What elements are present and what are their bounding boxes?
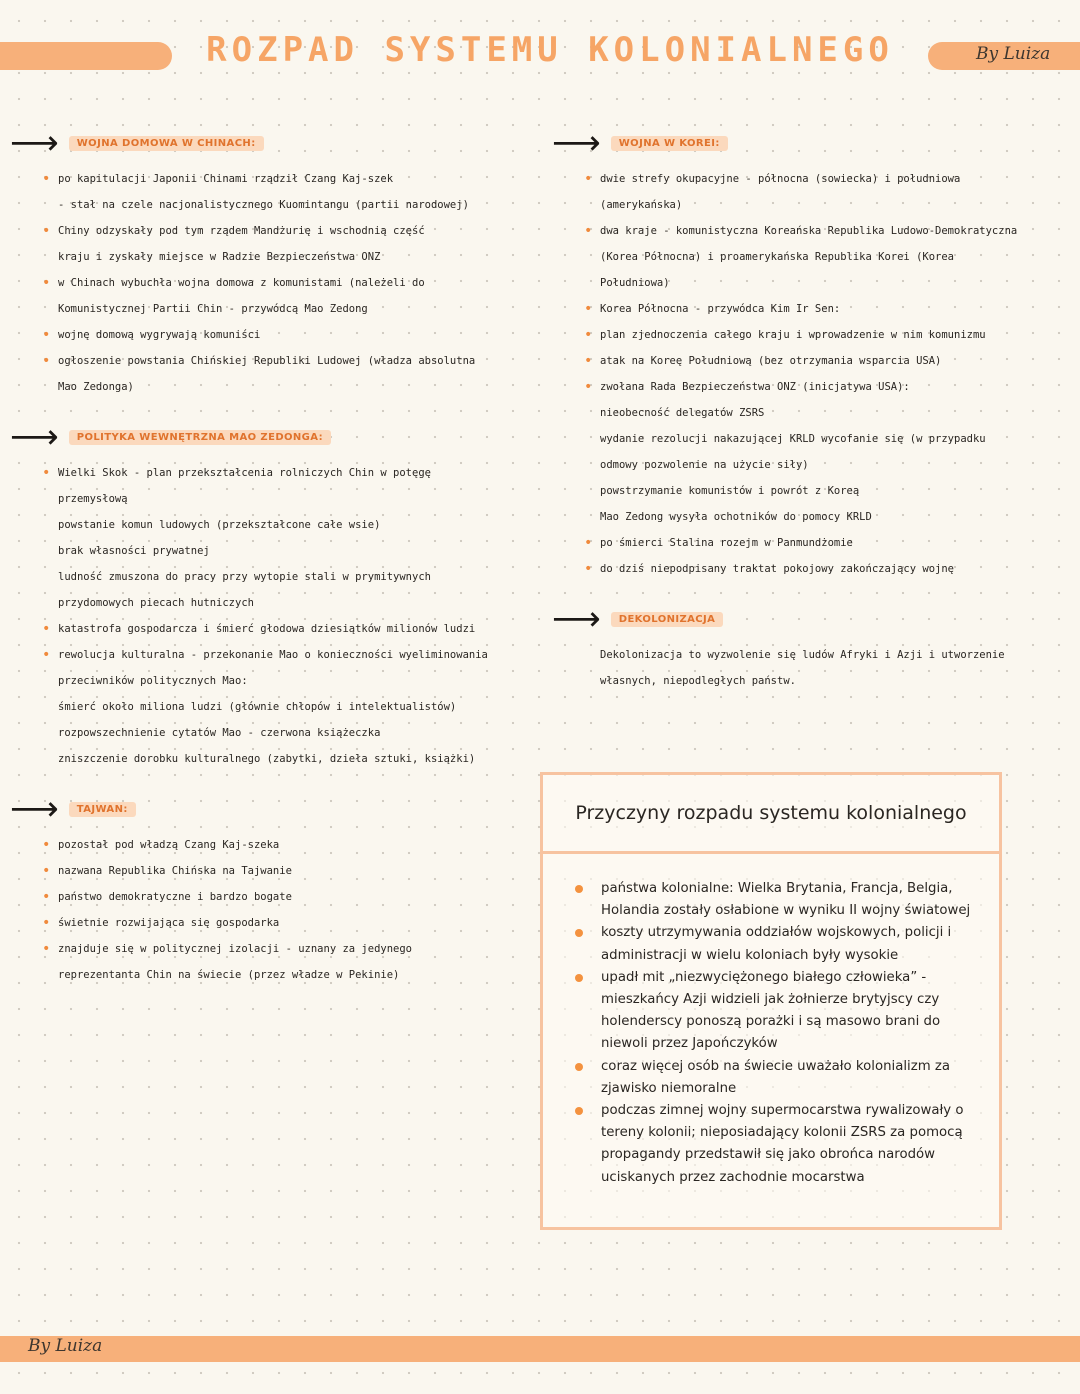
note-line: • Wielki Skok - plan przekształcenia rolniczych Chin w potęgę [58,460,520,486]
cause-item: upadł mit „niezwyciężonego białego człowieka” - mieszkańcy Azji widzieli jak żołnierze brytyjscy czy holenderscy ponoszą porażki i są masowo brani do niewoli przez Japończyków [601,967,979,1056]
section-heading: TAJWAN: [69,802,136,817]
notes-list [10,166,520,400]
note-line: przydomowych piecach hutniczych [58,597,254,609]
note-line: • w Chinach wybuchła wojna domowa z komunistami (należeli do [58,270,520,296]
note-line: brak własności prywatnej [58,545,210,557]
author-signature-bottom: By Luiza [28,1336,103,1356]
section-korean-war [552,123,1072,582]
note-line: wydanie rezolucji nakazującej KRLD wycofanie się (w przypadku [600,433,986,445]
note-line: • pozostał pod władzą Czang Kaj-szeka [58,832,520,858]
note-line: • do dziś niepodpisany traktat pokojowy zakończający wojnę [600,556,1072,582]
section-heading: DEKOLONIZACJA [611,612,724,627]
note-line: • Korea Północna - przywódca Kim Ir Sen: [600,296,1072,322]
section-mao-domestic-policy [10,417,520,772]
cause-item: podczas zimnej wojny supermocarstwa rywalizowały o tereny kolonii; nieposiadający kolonii ZSRS za pomocą propagandy przedstawił się jako obrońca narodów uciskanych przez zachodnie mocarstwa [601,1100,979,1189]
causes-box-title: Przyczyny rozpadu systemu kolonialnego [543,775,999,854]
note-line: przemysłową [58,493,128,505]
right-column [552,123,1072,694]
title-band-left [0,42,172,70]
notes-list [552,166,1072,582]
note-line: • po śmierci Stalina rozejm w Panmundżomie [600,530,1072,556]
arrow-right-icon: ⟶ [10,789,59,829]
note-line: • rewolucja kulturalna - przekonanie Mao o konieczności wyeliminowania [58,642,520,668]
section-heading: POLITYKA WEWNĘTRZNA MAO ZEDONGA: [69,430,331,445]
note-line: (Korea Północna) i proamerykańska Republika Korei (Korea [600,251,955,263]
note-line: powstrzymanie komunistów i powrót z Koreą [600,485,860,497]
notes-list [552,642,1072,694]
note-line: własnych, niepodległych państw. [600,675,796,687]
note-line: (amerykańska) [600,199,683,211]
note-line: reprezentanta Chin na świecie (przez władze w Pekinie) [58,969,400,981]
note-line: Dekolonizacja to wyzwolenie się ludów Afryki i Azji i utworzenie [600,649,1005,661]
arrow-right-icon: ⟶ [552,123,601,163]
author-signature-top: By Luiza [976,44,1051,64]
note-line: Komunistycznej Partii Chin - przywódcą Mao Zedong [58,303,368,315]
note-line: • dwie strefy okupacyjne - północna (sowiecka) i południowa [600,166,1072,192]
section-civil-war-china [10,123,520,400]
note-line: • znajduje się w politycznej izolacji - uznany za jedynego [58,936,520,962]
cause-item: państwa kolonialne: Wielka Brytania, Francja, Belgia, Holandia zostały osłabione w wyniku II wojny światowej [601,878,979,922]
note-line: • dwa kraje - komunistyczna Koreańska Republika Ludowo-Demokratyczna [600,218,1072,244]
note-line: • Chiny odzyskały pod tym rządem Mandżurię i wschodnią część [58,218,520,244]
section-heading: WOJNA DOMOWA W CHINACH: [69,136,264,151]
note-line: • państwo demokratyczne i bardzo bogate [58,884,520,910]
arrow-right-icon: ⟶ [10,123,59,163]
note-line: zniszczenie dorobku kulturalnego (zabytki, dzieła sztuki, książki) [58,753,476,765]
arrow-right-icon: ⟶ [10,417,59,457]
note-line: • nazwana Republika Chińska na Tajwanie [58,858,520,884]
section-decolonization [552,599,1072,694]
note-line: • plan zjednoczenia całego kraju i wprowadzenie w nim komunizmu [600,322,1072,348]
note-line: ludność zmuszona do pracy przy wytopie stali w prymitywnych [58,571,431,583]
note-line: Południowa) [600,277,670,289]
note-line: powstanie komun ludowych (przekształcone całe wsie) [58,519,381,531]
note-line: • ogłoszenie powstania Chińskiej Republiki Ludowej (władza absolutna [58,348,520,374]
note-line: - stał na czele nacjonalistycznego Kuomintangu (partii narodowej) [58,199,469,211]
notes-list [10,832,520,988]
note-line: • atak na Koreę Południową (bez otrzymania wsparcia USA) [600,348,1072,374]
notes-list [10,460,520,772]
causes-box [540,772,1002,1230]
page-title: ROZPAD SYSTEMU KOLONIALNEGO [206,30,894,70]
note-line: Mao Zedong wysyła ochotników do pomocy KRLD [600,511,872,523]
note-line: • świetnie rozwijająca się gospodarka [58,910,520,936]
arrow-right-icon: ⟶ [552,599,601,639]
cause-item: koszty utrzymywania oddziałów wojskowych, policji i administracji w wielu koloniach były wysokie [601,922,979,966]
left-column [10,123,520,988]
note-line: przeciwników politycznych Mao: [58,675,248,687]
note-line: • zwołana Rada Bezpieczeństwa ONZ (inicjatywa USA): [600,374,1072,400]
section-taiwan [10,789,520,988]
causes-list [543,878,999,1189]
note-line: odmowy pozwolenie na użycie siły) [600,459,809,471]
note-line: Mao Zedonga) [58,381,134,393]
section-heading: WOJNA W KOREI: [611,136,728,151]
footer-band [0,1336,1080,1362]
note-line: kraju i zyskały miejsce w Radzie Bezpieczeństwa ONZ [58,251,381,263]
cause-item: coraz więcej osób na świecie uważało kolonializm za zjawisko niemoralne [601,1056,979,1100]
note-line: nieobecność delegatów ZSRS [600,407,765,419]
note-line: rozpowszechnienie cytatów Mao - czerwona książeczka [58,727,381,739]
note-line: • wojnę domową wygrywają komuniści [58,322,520,348]
note-line: • po kapitulacji Japonii Chinami rządził Czang Kaj-szek [58,166,520,192]
note-line: śmierć około miliona ludzi (głównie chłopów i intelektualistów) [58,701,457,713]
note-line: • katastrofa gospodarcza i śmierć głodowa dziesiątków milionów ludzi [58,616,520,642]
